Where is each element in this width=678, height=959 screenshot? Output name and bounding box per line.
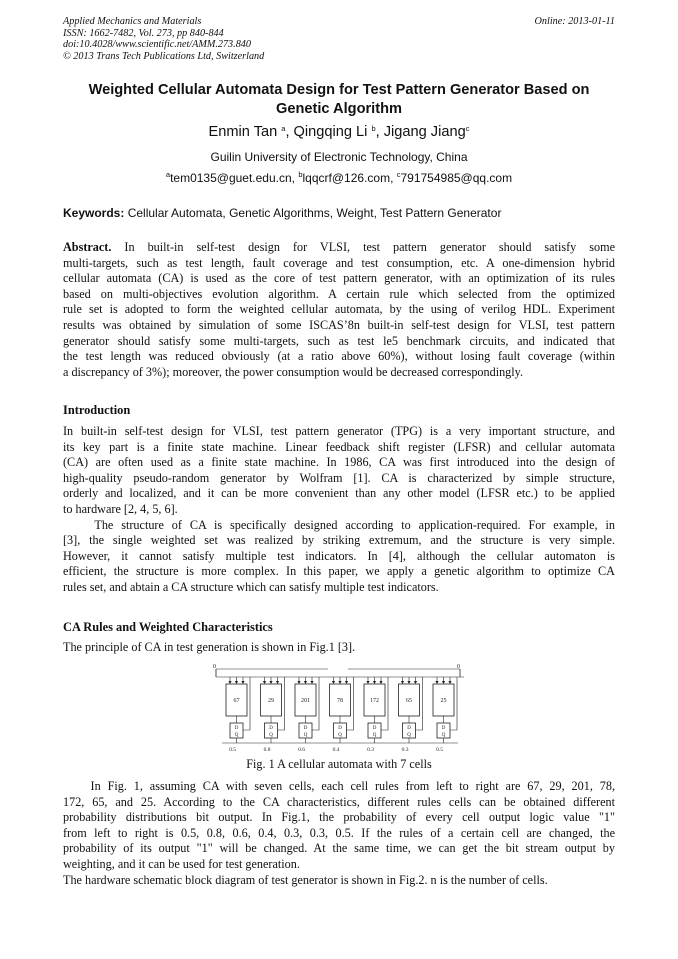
arrow-head-icon xyxy=(338,681,341,684)
rule-label: 67 xyxy=(233,698,240,704)
affiliation: Guilin University of Electronic Technology, China xyxy=(210,150,468,164)
flipflop-q-label: Q xyxy=(338,733,342,738)
rule-label: 172 xyxy=(370,698,379,704)
arrow-head-icon xyxy=(401,681,404,684)
arrow-head-icon xyxy=(435,681,438,684)
arrow-head-icon xyxy=(269,681,272,684)
paragraph-line: However, it cannot satisfy multiple test indicators. In [4], although the cellular automaton is xyxy=(63,548,615,563)
paragraph-line: efficient, the structure is more complex. In this paper, we apply a genetic algorithm to optimize CA xyxy=(63,564,615,579)
flipflop-q-label: Q xyxy=(269,733,273,738)
flipflop-q-label: Q xyxy=(407,733,411,738)
flipflop-q-label: Q xyxy=(303,733,308,738)
abstract-line: the test length was reduced obviously (at a ratio above 60%), without losing fault coverage (within xyxy=(63,349,615,364)
paragraph-line: The hardware schematic block diagram of test generator is shown in Fig.2. n is the number of cells. xyxy=(63,872,548,887)
probability-label: 0.8 xyxy=(263,747,271,753)
paragraph-line: [3], the single weighted set was realized by striking extremum, and the structure is very simple. xyxy=(63,533,615,548)
title-line-1: Weighted Cellular Automata Design for Test Pattern Generator Based on xyxy=(88,82,590,98)
keywords-text: Cellular Automata, Genetic Algorithms, Weight, Test Pattern Generator xyxy=(124,206,502,220)
rule-label: 201 xyxy=(301,698,310,704)
rule-label: 25 xyxy=(440,698,447,704)
paragraph-line: In Fig. 1, assuming CA with seven cells, each cell rules from left to right are 67, 29, 201, 78, xyxy=(63,779,615,793)
probability-label: 0.4 xyxy=(332,747,340,753)
abstract-line: generator should satisfy some multi-targets, such as test le5 benchmark circuits, and indicated that xyxy=(63,333,615,348)
probability-label: 0.3 xyxy=(401,747,409,753)
probability-label: 0.3 xyxy=(367,747,374,753)
arrow-head-icon xyxy=(241,681,244,684)
arrow-head-icon xyxy=(442,681,445,684)
flipflop-d-label: D xyxy=(269,726,273,731)
online-date: Online: 2013-01-11 xyxy=(534,16,615,27)
email-c-mark: c xyxy=(396,170,401,179)
figure-ca-diagram xyxy=(208,663,470,755)
flipflop-d-label: D xyxy=(372,726,377,731)
paragraph-line: orderly and localized, and it can be more convenient than any other model (LFSR etc.) to be applied xyxy=(63,486,615,501)
email-a-mark: a xyxy=(165,170,171,179)
paragraph-line: rules set, and abtain a CA structure which can satisfy multiple test indicators. xyxy=(63,579,439,594)
probability-label: 0.5 xyxy=(229,747,236,753)
author-1-mark: a xyxy=(281,124,286,133)
paragraph-line: probability distributions bit output. In Fig.1, the probability of every cell output logic value "1" xyxy=(63,810,615,825)
author-3-mark: c xyxy=(465,124,470,133)
arrow-head-icon xyxy=(276,681,279,684)
paragraph-line: 172, 65, and 25. According to the CA characteristics, different rules cells can be obtained different xyxy=(63,794,615,809)
abstract-line: based on multi-objectives evolution algorithm. A certain rule which selected from the optimized xyxy=(63,286,615,301)
arrow-head-icon xyxy=(407,681,410,684)
rule-label: 65 xyxy=(406,698,412,704)
journal-name: Applied Mechanics and Materials xyxy=(63,16,202,27)
title-line-2: Genetic Algorithm xyxy=(276,101,402,117)
paragraph-line: In built-in self-test design for VLSI, test pattern generator (TPG) is a very important structure, and xyxy=(63,424,615,438)
keywords xyxy=(63,206,501,220)
flipflop-d-label: D xyxy=(303,726,308,731)
arrow-head-icon xyxy=(332,681,335,684)
figure-caption: Fig. 1 A cellular automata with 7 cells xyxy=(246,757,432,771)
section-heading-introduction: Introduction xyxy=(63,403,131,417)
flipflop-q-label: Q xyxy=(441,733,446,738)
paragraph-line: high-quality pseudo-random generator by Wolfram [1]. CA is characterized by simple structure, xyxy=(63,470,615,485)
rule-label: 78 xyxy=(337,698,343,704)
keywords-label: Keywords: xyxy=(63,206,125,220)
doi-line: doi:10.4028/www.scientific.net/AMM.273.840 xyxy=(63,39,251,51)
ca-intro-sentence xyxy=(63,640,615,656)
abstract xyxy=(63,240,615,380)
arrow-head-icon xyxy=(297,681,300,684)
paper-title xyxy=(60,81,618,119)
abstract-line: Abstract. In built-in self-test design for VLSI, test pattern generator should satisfy some xyxy=(63,240,615,254)
issn-line: ISSN: 1662-7482, Vol. 273, pp 840-844 xyxy=(63,27,224,39)
abstract-line: results was obtained by simulation of some ISCAS’8n built-in self-test design for VLSI, test pattern xyxy=(63,317,615,332)
author-list xyxy=(0,124,678,140)
probability-label: 0.6 xyxy=(298,747,305,753)
paragraph-line: probability of its output "1" will be changed. At the same time, we can get the bit stream output by xyxy=(63,841,615,856)
author-2: , Qingqing Li xyxy=(285,124,368,140)
abstract-line: multi-targets, such as test length, fault coverage and test consumption, etc. A one-dimension hybrid xyxy=(63,255,615,270)
section-heading-ca-rules: CA Rules and Weighted Characteristics xyxy=(63,620,273,634)
arrow-head-icon xyxy=(448,681,451,684)
copyright-line: © 2013 Trans Tech Publications Ltd, Switzerland xyxy=(63,50,265,62)
arrow-head-icon xyxy=(235,681,238,684)
paragraph-line: to hardware [2, 4, 5, 6]. xyxy=(63,501,178,516)
abstract-line: cellular automata (CA) is used as the core of test pattern generator, with an optimization of its rules xyxy=(63,271,615,286)
arrow-head-icon xyxy=(379,681,382,684)
email-b-mark: b xyxy=(298,170,303,179)
email-c: 791754985@qq.com xyxy=(400,171,513,185)
flipflop-d-label: D xyxy=(441,726,446,731)
author-2-mark: b xyxy=(371,124,376,133)
arrow-head-icon xyxy=(366,681,369,684)
arrow-head-icon xyxy=(414,681,417,684)
arrow-head-icon xyxy=(373,681,376,684)
email-list xyxy=(0,171,678,185)
author-1: Enmin Tan xyxy=(208,124,278,140)
flipflop-q-label: Q xyxy=(372,733,377,738)
abstract-line: rule set is adopted to form the weighted cellular automata, by the using of verilog HDL. Experiment xyxy=(63,302,615,317)
arrow-head-icon xyxy=(304,681,307,684)
boundary-right-label: 0 xyxy=(457,664,460,670)
introduction-body xyxy=(63,424,615,596)
paragraph-line: weighting, and it can be used for test generation. xyxy=(63,856,300,871)
abstract-line: a discrepancy of 3%); moreover, the power consumption would be decreased correspondingly. xyxy=(63,364,523,379)
probability-label: 0.5 xyxy=(436,747,443,753)
arrow-head-icon xyxy=(345,681,348,684)
rule-label: 29 xyxy=(268,698,274,704)
paragraph-line: its key part is a finite state machine. Linear feedback shift register (LFSR) and cellular automata xyxy=(63,439,615,454)
arrow-head-icon xyxy=(263,681,266,684)
email-a: tem0135@guet.edu.cn, xyxy=(170,171,299,185)
abstract-label: Abstract. xyxy=(63,240,112,254)
running-header xyxy=(63,16,264,62)
email-b: lqqcrf@126.com, xyxy=(302,171,397,185)
paragraph-line: The structure of CA is specifically designed according to application-required. For example, in xyxy=(63,517,615,532)
paragraph-line: The principle of CA in test generation is shown in Fig.1 [3]. xyxy=(63,640,356,654)
paragraph-line: from left to right is 0.5, 0.8, 0.6, 0.4, 0.3, 0.3, 0.5. If the rules of a certain cell are changed, the xyxy=(63,825,615,840)
ca-explanation xyxy=(63,779,615,888)
flipflop-q-label: Q xyxy=(234,733,239,738)
flipflop-d-label: D xyxy=(338,726,342,731)
arrow-head-icon xyxy=(228,681,231,684)
arrow-head-icon xyxy=(310,681,313,684)
flipflop-d-label: D xyxy=(407,726,411,731)
author-3: , Jigang Jiang xyxy=(375,124,466,140)
paragraph-line: (CA) are often used as a finite state machine. In 1986, CA was first introduced into the design of xyxy=(63,455,615,470)
flipflop-d-label: D xyxy=(234,726,239,731)
boundary-left-label: 0 xyxy=(213,664,216,670)
